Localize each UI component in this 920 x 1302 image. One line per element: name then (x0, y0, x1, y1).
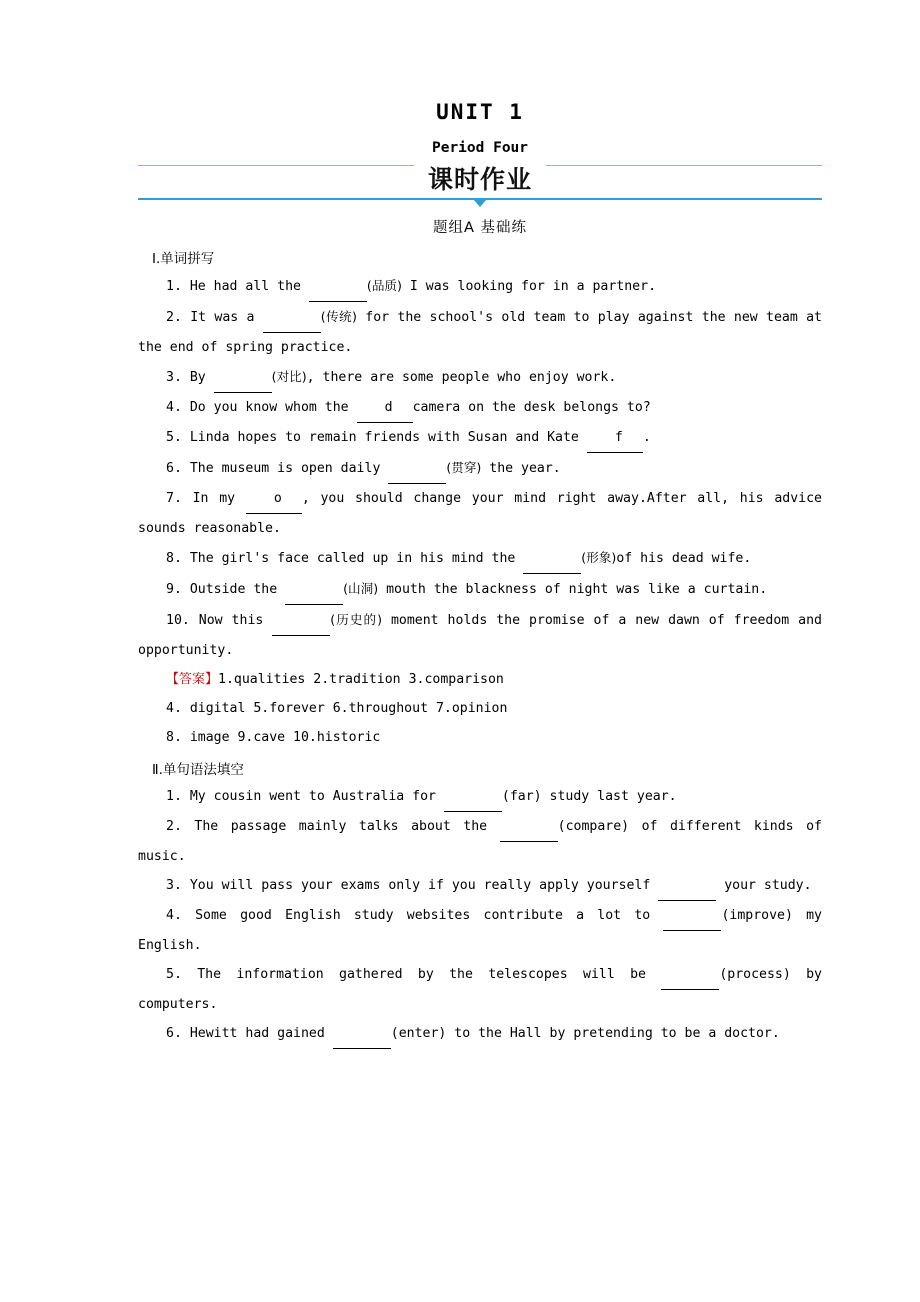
question-number: 5. (166, 430, 190, 445)
question-number: 8. (166, 551, 190, 566)
banner-title: 课时作业 (414, 162, 546, 198)
question-text: I was looking for in a partner. (401, 279, 657, 294)
question-text: the year. (481, 461, 561, 476)
answer-blank-with-initial[interactable]: f (587, 423, 643, 453)
question-text: for the school's old team to play against the new team at the end of spring practice. (138, 310, 822, 355)
answer-blank[interactable] (444, 782, 502, 812)
section-heading: Ⅱ.单句语法填空 (152, 762, 244, 778)
question-number: 5. (166, 967, 198, 982)
question-number: 6. (166, 461, 190, 476)
question-text: The information gathered by the telescopes will be (197, 967, 662, 982)
answer-blank[interactable] (661, 960, 719, 990)
question-number: 2. (166, 819, 195, 834)
answer-line (138, 665, 822, 694)
question-text: In my (192, 491, 246, 506)
question-text: of his dead wife. (616, 551, 752, 566)
answer-blank[interactable] (263, 303, 321, 333)
question-text: . (642, 430, 651, 445)
question-item (138, 960, 822, 1019)
chinese-hint: (形象) (581, 550, 617, 565)
question-text: Do you know whom the (189, 400, 357, 415)
chinese-hint: (对比) (271, 369, 307, 384)
answer-blank[interactable] (285, 575, 343, 605)
section-heading: Ⅰ.单词拼写 (152, 251, 215, 267)
answer-blank[interactable] (663, 901, 721, 931)
question-number: 7. (166, 491, 193, 506)
answer-blank[interactable] (309, 272, 367, 302)
question-item (138, 871, 822, 901)
question-item (138, 782, 822, 812)
question-item (138, 302, 822, 362)
question-text: He had all the (189, 279, 309, 294)
answer-line (138, 723, 822, 752)
question-text: (far) study last year. (501, 789, 677, 804)
question-text: The museum is open daily (189, 461, 389, 476)
question-text: The girl's face called up in his mind the (189, 551, 524, 566)
question-text: My cousin went to Australia for (189, 789, 444, 804)
answer-blank[interactable] (214, 363, 272, 393)
question-number: 4. (166, 400, 190, 415)
question-text: You will pass your exams only if you really apply yourself (189, 878, 659, 893)
answer-text: 1.qualities 2.tradition 3.comparison (218, 672, 504, 687)
question-text: , there are some people who enjoy work. (306, 370, 617, 385)
page-content (138, 100, 822, 1049)
answer-blank[interactable] (658, 871, 716, 901)
question-item (138, 543, 822, 574)
page-title: UNIT 1 (436, 100, 524, 124)
chinese-hint: (历史的) (330, 612, 382, 627)
question-text: Now this (198, 613, 273, 628)
answer-blank-with-initial[interactable]: o (246, 484, 302, 514)
answer-blank-with-initial[interactable]: d (357, 393, 413, 423)
exercise-sections (138, 247, 822, 1049)
question-text: camera on the desk belongs to? (412, 400, 651, 415)
question-item (138, 901, 822, 960)
question-item (138, 484, 822, 543)
question-item (138, 812, 822, 871)
question-text: Some good English study websites contribute a lot to (195, 908, 664, 923)
question-number: 4. (166, 908, 196, 923)
question-number: 9. (166, 582, 190, 597)
question-number: 3. (166, 370, 190, 385)
question-text: mouth the blackness of night was like a curtain. (378, 582, 768, 597)
question-text: (compare) of different kinds of music. (138, 819, 822, 864)
chinese-hint: (贯穿) (446, 460, 482, 475)
answer-text: 4. digital 5.forever 6.throughout 7.opinion (166, 701, 508, 716)
banner-triangle-icon (473, 199, 487, 207)
question-text: your study. (716, 878, 812, 893)
question-item (138, 605, 822, 665)
question-item (138, 453, 822, 484)
answer-blank[interactable] (523, 544, 581, 574)
answer-blank[interactable] (272, 606, 330, 636)
question-item (138, 271, 822, 302)
question-text: (enter) to the Hall by pretending to be a doctor. (390, 1026, 780, 1041)
chinese-hint: (山洞) (343, 581, 379, 596)
question-item (138, 393, 822, 423)
question-item (138, 423, 822, 453)
answer-line (138, 694, 822, 723)
homework-banner (138, 162, 822, 206)
answer-label: 【答案】 (166, 672, 219, 687)
question-text: Outside the (189, 582, 286, 597)
question-item (138, 362, 822, 393)
question-text: (improve) my English. (138, 908, 822, 953)
chinese-hint: (传统) (320, 309, 357, 324)
question-number: 6. (166, 1026, 190, 1041)
question-text: moment holds the promise of a new dawn of freedom and opportunity. (138, 613, 822, 658)
answer-text: 8. image 9.cave 10.historic (166, 730, 381, 745)
question-number: 1. (166, 279, 190, 294)
question-text: (process) by computers. (138, 967, 822, 1012)
answer-blank[interactable] (500, 812, 558, 842)
question-item (138, 1019, 822, 1049)
question-text: It was a (190, 310, 263, 325)
question-item (138, 574, 822, 605)
period-subtitle: Period Four (431, 140, 529, 156)
answer-blank[interactable] (388, 454, 446, 484)
group-title: 题组A 基础练 (432, 220, 528, 236)
question-text: By (189, 370, 214, 385)
question-text: The passage mainly talks about the (194, 819, 500, 834)
question-number: 3. (166, 878, 190, 893)
question-text: , you should change your mind right away.After all, his advice sounds reasonable. (138, 491, 822, 536)
question-number: 2. (166, 310, 191, 325)
question-text: Hewitt had gained (189, 1026, 333, 1041)
chinese-hint: (品质) (366, 278, 402, 293)
answer-blank[interactable] (333, 1019, 391, 1049)
question-number: 10. (166, 613, 199, 628)
question-number: 1. (166, 789, 190, 804)
question-text: Linda hopes to remain friends with Susan and Kate (189, 430, 587, 445)
